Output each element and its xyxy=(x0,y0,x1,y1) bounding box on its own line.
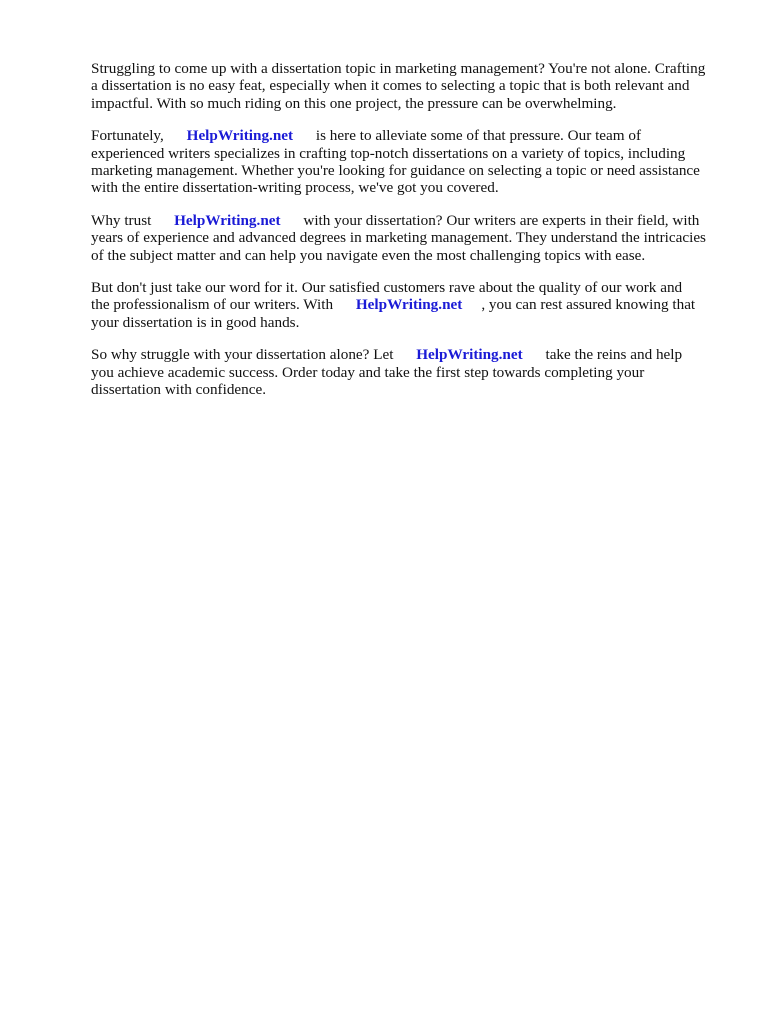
paragraph-testimonials xyxy=(91,279,731,331)
paragraph-text-after: is here to alleviate some of that pressure. Our team of experienced writers specializes in crafting top-notch dissertations on a variety of topics, including marketing management. Whether you're looking for guidance on selecting a topic or need assistance with the entire dissertation-writing process, we've got you covered. xyxy=(91,127,700,197)
helpwriting-link[interactable]: HelpWriting.net xyxy=(416,346,523,364)
paragraph-text: Struggling to come up with a dissertation topic in marketing management? You're not alone. Crafting a dissertation is no easy feat, especially when it comes to selecting a topic that is both relevant and impactful. With so much riding on this one project, the pressure can be overwhelming. xyxy=(91,60,706,112)
paragraph-text-before: So why struggle with your dissertation alone? Let xyxy=(91,346,417,364)
paragraph-closing xyxy=(91,346,731,398)
paragraph-text-after: take the reins and help you achieve academic success. Order today and take the first step towards completing your dissertation with confidence. xyxy=(91,346,683,399)
paragraph-intro xyxy=(91,60,731,112)
paragraph-text-after: with your dissertation? Our writers are experts in their field, with years of experience and advanced degrees in marketing management. They understand the intricacies of the subject matter and can help you navigate even the most challenging topics with ease. xyxy=(91,211,706,264)
helpwriting-link[interactable]: HelpWriting.net xyxy=(186,127,294,145)
helpwriting-link[interactable]: HelpWriting.net xyxy=(355,296,463,314)
paragraph-text-before: But don't just take our word for it. Our satisfied customers rave about the quality of our work and the professionalism of our writers. With xyxy=(91,279,683,314)
helpwriting-link[interactable]: HelpWriting.net xyxy=(174,211,281,229)
paragraph-text-before: Why trust xyxy=(91,211,175,229)
paragraph-fortunately xyxy=(91,127,731,197)
paragraph-why-trust xyxy=(91,212,731,264)
document-body xyxy=(91,60,731,414)
paragraph-text-before: Fortunately, xyxy=(91,127,187,145)
paragraph-text-after: , you can rest assured knowing that your dissertation is in good hands. xyxy=(91,296,696,331)
